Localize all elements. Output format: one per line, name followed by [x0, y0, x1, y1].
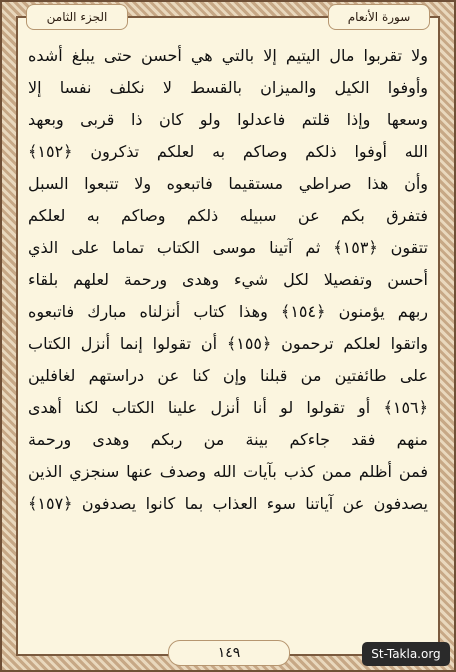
text-line: على طائفتين من قبلنا وإن كنا عن دراستهم لغافلين [28, 366, 428, 385]
text-line: واتقوا لعلكم ترحمون ﴿١٥٥﴾ أن تقولوا إنما أنزل الكتاب [28, 334, 428, 353]
text-line: فمن أظلم ممن كذب بآيات الله وصدف عنها سنجزي الذين [28, 462, 428, 481]
text-line: تتقون ﴿١٥٣﴾ ثم آتينا موسى الكتاب تماما على الذي [28, 238, 428, 257]
text-line: وأن هذا صراطي مستقيما فاتبعوه ولا تتبعوا السبل [28, 174, 428, 193]
text-line: يصدفون عن آياتنا سوء العذاب بما كانوا يصدفون ﴿١٥٧﴾ [28, 494, 428, 513]
text-line: ولا تقربوا مال اليتيم إلا بالتي هي أحسن حتى يبلغ أشده [28, 46, 428, 65]
surah-title: سورة الأنعام [328, 4, 430, 30]
text-line: ربهم يؤمنون ﴿١٥٤﴾ وهذا كتاب أنزلناه مبارك فاتبعوه [28, 302, 428, 321]
text-line: الله أوفوا ذلكم وصاكم به لعلكم تذكرون ﴿١٥٢﴾ [28, 142, 428, 161]
page-number: ١٤٩ [168, 640, 290, 666]
juz-title: الجزء الثامن [26, 4, 128, 30]
text-line: منهم فقد جاءكم بينة من ربكم وهدى ورحمة [28, 430, 428, 449]
quran-text-block [28, 40, 428, 616]
text-line: فتفرق بكم عن سبيله ذلكم وصاكم به لعلكم [28, 206, 428, 225]
text-line: وأوفوا الكيل والميزان بالقسط لا نكلف نفسا إلا [28, 78, 428, 97]
text-line: أحسن وتفصيلا لكل شيء وهدى ورحمة لعلهم بلقاء [28, 270, 428, 289]
site-logo: St-Takla.org [362, 642, 450, 666]
text-line: وسعها وإذا قلتم فاعدلوا ولو كان ذا قربى وبعهد [28, 110, 428, 129]
text-line: ﴿١٥٦﴾ أو تقولوا لو أنا أنزل علينا الكتاب لكنا أهدى [28, 398, 428, 417]
